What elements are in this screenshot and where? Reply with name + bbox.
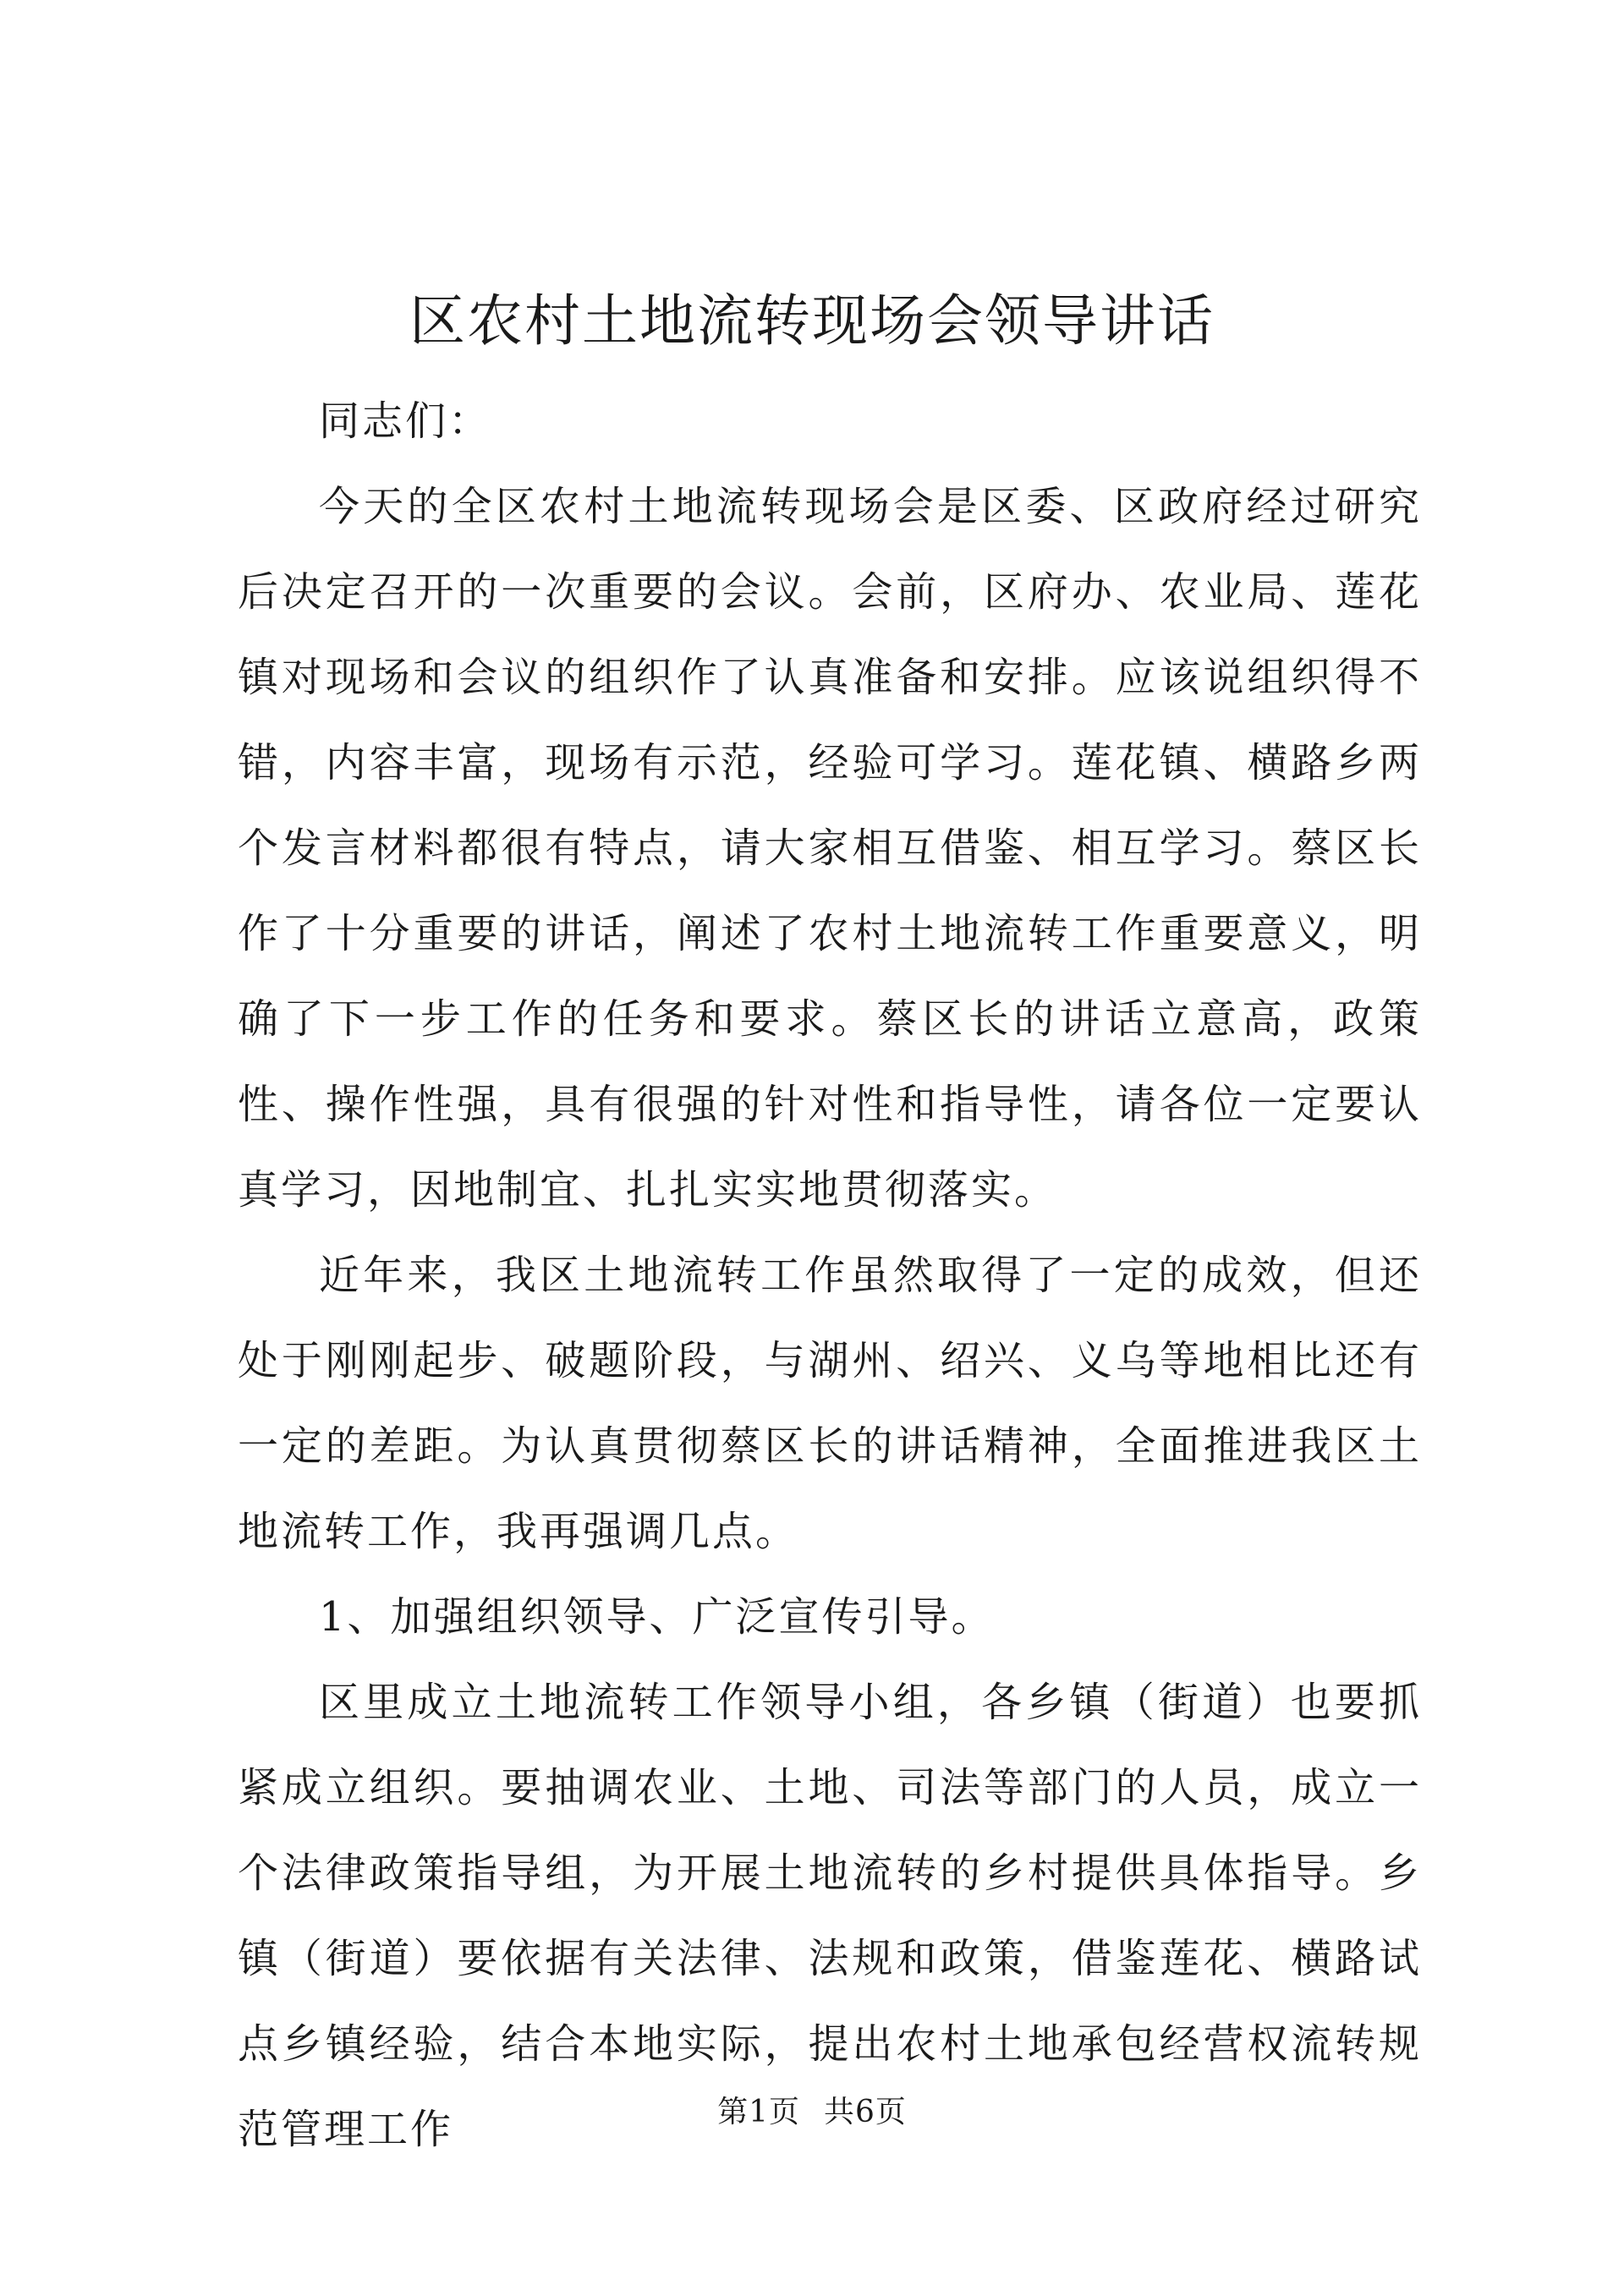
document-body — [238, 379, 1422, 2173]
salutation: 同志们： — [319, 397, 492, 445]
paragraph: 今天的全区农村土地流转现场会是区委、区政府经过研究后决定召开的一次重要的会议。会前，区府办、农业局、莲花镇对现场和会议的组织作了认真准备和安排。应该说组织得不错，内容丰富，现场有示范，经验可学习。莲花镇、横路乡两个发言材料都很有特点，请大家相互借鉴、相互学习。蔡区长作了十分重要的讲话，阐述了农村土地流转工作重要意义，明确了下一步工作的任务和要求。蔡区长的讲话立意高，政策性、操作性强，具有很强的针对性和指导性，请各位一定要认真学习，因地制宜、扎扎实实地贯彻落实。 — [238, 483, 1422, 1214]
paragraph: 近年来，我区土地流转工作虽然取得了一定的成效，但还处于刚刚起步、破题阶段，与湖州、绍兴、义乌等地相比还有一定的差距。为认真贯彻蔡区长的讲话精神，全面推进我区土地流转工作，我再强调几点。 — [238, 1252, 1422, 1555]
paragraph: 区里成立土地流转工作领导小组，各乡镇（街道）也要抓紧成立组织。要抽调农业、土地、司法等部门的人员，成立一个法律政策指导组，为开展土地流转的乡村提供具体指导。乡镇（街道）要依据有关法律、法规和政策，借鉴莲花、横路试点乡镇经验，结合本地实际，提出农村土地承包经营权流转规范管理工作 — [238, 1679, 1422, 2153]
page-footer — [0, 2092, 1624, 2133]
page-total: 共6页 — [824, 2095, 907, 2129]
document-title: 区农村土地流转现场会领导讲话 — [409, 288, 1215, 353]
page-number: 第1页 — [717, 2095, 800, 2129]
section-heading: 1、加强组织领导、广泛宣传引导。 — [319, 1593, 995, 1641]
